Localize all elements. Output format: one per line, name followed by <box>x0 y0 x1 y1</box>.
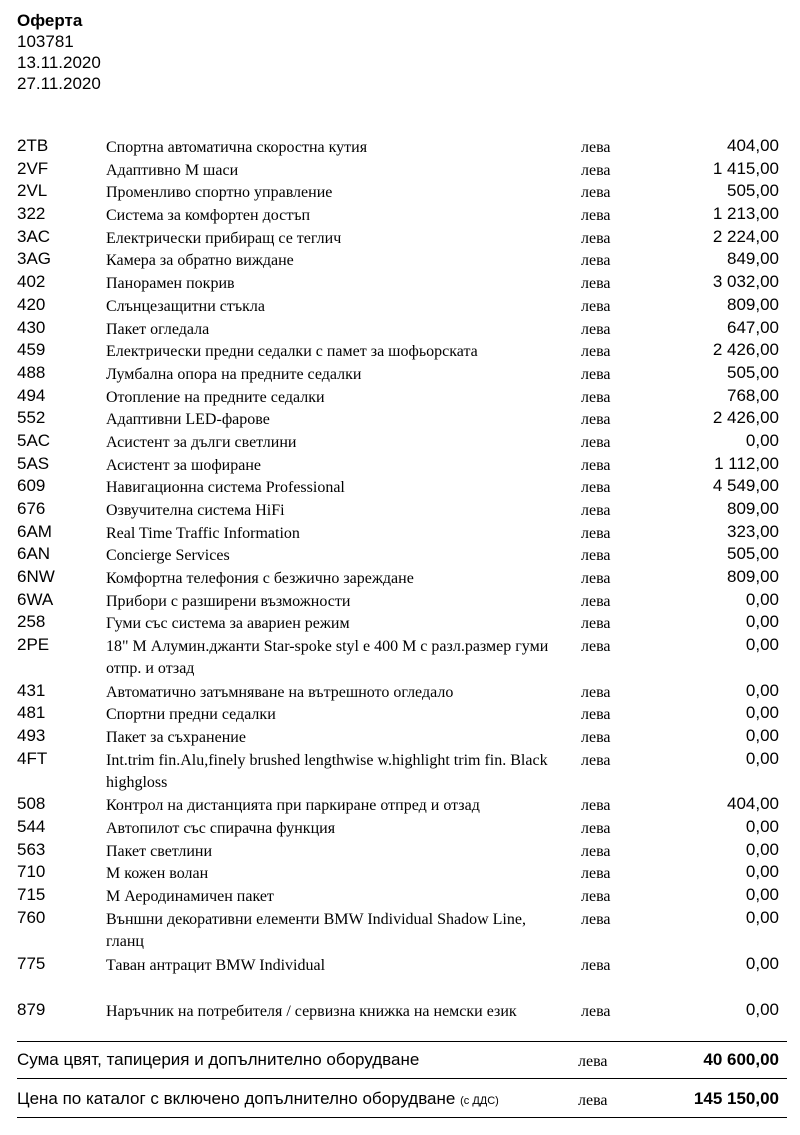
item-amount: 0,00 <box>745 907 779 927</box>
item-amount: 647,00 <box>727 317 779 337</box>
list-item <box>0 180 800 203</box>
sum-amount: 40 600,00 <box>703 1050 779 1069</box>
item-amount: 0,00 <box>745 884 779 904</box>
item-currency: лева <box>581 297 611 315</box>
item-amount: 768,00 <box>727 385 779 405</box>
list-item <box>0 135 800 158</box>
item-currency: лева <box>581 343 611 361</box>
item-currency: лева <box>581 229 611 247</box>
item-code: 322 <box>17 204 46 224</box>
list-item <box>0 453 800 476</box>
item-description: Лумбална опора на предните седалки <box>106 365 362 383</box>
item-currency: лева <box>581 411 611 429</box>
offer-date: 13.11.2020 <box>17 53 101 72</box>
list-item <box>0 226 800 249</box>
item-currency: лева <box>581 910 611 928</box>
item-description: Озвучителна система HiFi <box>106 502 285 519</box>
item-currency: лева <box>581 479 611 497</box>
item-description: Пакет светлини <box>106 842 213 860</box>
item-code: 609 <box>17 476 46 496</box>
item-amount: 404,00 <box>727 794 779 814</box>
offer-number: 103781 <box>17 32 74 51</box>
item-description: Автопилот със спирачна функция <box>106 819 336 837</box>
item-currency: лева <box>581 956 611 974</box>
item-description: Спортна автоматична скоростна кутия <box>106 139 368 156</box>
item-description: Асистент за шофиране <box>106 456 262 474</box>
list-item <box>0 999 800 1022</box>
list-item <box>0 748 800 794</box>
item-description: Таван антрацит BMW Individual <box>106 956 326 974</box>
item-currency: лева <box>581 547 611 565</box>
list-item <box>0 702 800 725</box>
item-code: 6NW <box>17 567 55 587</box>
item-description: Отопление на предните седалки <box>106 388 325 406</box>
item-description: Комфортна телефония с безжично зареждане <box>106 570 414 588</box>
item-code: 258 <box>17 612 46 632</box>
list-item <box>0 816 800 839</box>
item-amount: 0,00 <box>745 862 779 882</box>
item-description: Спортни предни седалки <box>106 706 276 724</box>
list-item <box>0 430 800 453</box>
list-item <box>0 953 800 999</box>
item-description: Наръчник на потребителя / сервизна книжка на немски език <box>106 1002 517 1020</box>
item-code: 5AC <box>17 430 51 450</box>
offer-valid-date: 27.11.2020 <box>17 74 101 93</box>
item-description: Контрол на дистанцията при паркиране отпред и отзад <box>106 797 480 815</box>
list-item <box>0 543 800 566</box>
item-currency: лева <box>581 275 611 293</box>
item-amount: 0,00 <box>745 612 779 632</box>
item-code: 431 <box>17 680 46 700</box>
list-item <box>0 475 800 498</box>
list-item <box>0 158 800 181</box>
item-description: Пакет за съхранение <box>106 729 246 746</box>
list-item <box>0 725 800 748</box>
item-code: 420 <box>17 294 46 314</box>
total-vat-note: (с ДДС) <box>460 1095 499 1107</box>
item-amount: 323,00 <box>727 521 779 541</box>
total-label <box>17 1088 499 1112</box>
list-item <box>0 521 800 544</box>
sum-label: Сума цвят, тапицерия и допълнително оборудване <box>17 1050 420 1069</box>
divider <box>17 1117 787 1118</box>
item-code: 402 <box>17 272 46 292</box>
item-amount: 0,00 <box>745 726 779 745</box>
item-amount: 4 549,00 <box>712 476 779 496</box>
item-currency: лева <box>581 456 611 474</box>
item-amount: 505,00 <box>727 181 779 201</box>
item-amount: 404,00 <box>727 136 779 155</box>
list-item <box>0 407 800 430</box>
item-description: Променливо спортно управление <box>106 184 333 202</box>
item-currency: лева <box>581 751 611 769</box>
list-item <box>0 566 800 589</box>
item-description: Система за комфортен достъп <box>106 207 311 225</box>
item-amount: 0,00 <box>745 703 779 723</box>
total-amount: 145 150,00 <box>693 1089 779 1108</box>
item-amount: 0,00 <box>745 839 779 859</box>
item-currency: лева <box>581 887 611 905</box>
list-item <box>0 339 800 362</box>
list-item <box>0 203 800 226</box>
item-amount: 0,00 <box>745 635 779 655</box>
item-currency: лева <box>581 797 611 815</box>
item-amount: 3 032,00 <box>712 272 779 292</box>
item-currency: лева <box>581 139 611 156</box>
item-code: 481 <box>17 703 46 723</box>
item-currency: лева <box>581 842 611 860</box>
list-item <box>0 907 800 953</box>
item-description: Навигационна система Professional <box>106 479 345 497</box>
item-code: 710 <box>17 862 46 882</box>
item-amount: 2 426,00 <box>712 408 779 428</box>
list-item <box>0 680 800 703</box>
list-item <box>0 385 800 408</box>
item-currency: лева <box>581 683 611 701</box>
item-amount: 809,00 <box>727 499 779 518</box>
item-currency: лева <box>581 184 611 202</box>
item-code: 508 <box>17 794 46 814</box>
item-description: Real Time Traffic Information <box>106 524 300 542</box>
item-code: 775 <box>17 953 46 973</box>
list-item <box>0 861 800 884</box>
item-description: Панорамен покрив <box>106 275 235 293</box>
list-item <box>0 294 800 317</box>
item-description: М кожен волан <box>106 865 209 883</box>
item-description: Пакет огледала <box>106 320 210 338</box>
total-row <box>0 1084 800 1114</box>
item-amount: 0,00 <box>745 430 779 450</box>
item-description: Прибори с разширени възможности <box>106 592 351 610</box>
item-code: 2PE <box>17 635 50 655</box>
list-item <box>0 611 800 634</box>
item-code: 879 <box>17 999 46 1019</box>
item-amount: 1 415,00 <box>712 158 779 178</box>
total-label-text: Цена по каталог с включено допълнително оборудване <box>17 1089 456 1108</box>
item-code: 6AN <box>17 544 51 564</box>
list-item <box>0 248 800 271</box>
item-amount: 2 224,00 <box>712 226 779 246</box>
list-item <box>0 589 800 612</box>
item-currency: лева <box>581 1002 611 1020</box>
item-description: Адаптивни LED-фарове <box>106 411 270 429</box>
list-item <box>0 271 800 294</box>
item-amount: 1 213,00 <box>712 204 779 224</box>
item-description: 18" М Алумин.джанти Star-spoke styl е 400 М с разл.размер гуми отпр. и отзад <box>106 638 549 678</box>
item-code: 760 <box>17 907 46 927</box>
item-code: 563 <box>17 839 46 859</box>
item-code: 6WA <box>17 589 54 609</box>
item-currency: лева <box>581 592 611 610</box>
item-code: 544 <box>17 816 46 836</box>
item-amount: 505,00 <box>727 362 779 382</box>
list-item <box>0 884 800 907</box>
item-code: 2TB <box>17 136 49 155</box>
item-description: Електрически предни седалки с памет за шофьорската <box>106 343 478 361</box>
item-currency: лева <box>581 638 611 656</box>
item-amount: 0,00 <box>745 680 779 700</box>
item-description: Слънцезащитни стъкла <box>106 297 265 315</box>
item-currency: лева <box>581 865 611 883</box>
list-item <box>0 498 800 521</box>
item-currency: лева <box>581 615 611 633</box>
item-amount: 2 426,00 <box>712 340 779 360</box>
item-amount: 0,00 <box>745 816 779 836</box>
equipment-list <box>0 135 800 1021</box>
item-amount: 0,00 <box>745 953 779 973</box>
list-item <box>0 839 800 862</box>
document-title: Оферта <box>17 11 83 30</box>
item-code: 676 <box>17 499 46 518</box>
item-description: Int.trim fin.Alu,finely brushed lengthwise w.highlight trim fin. Black highgloss <box>106 751 548 791</box>
item-currency: лева <box>581 207 611 225</box>
item-code: 2VF <box>17 158 49 178</box>
item-description: Асистент за дълги светлини <box>106 433 297 451</box>
item-description: Камера за обратно виждане <box>106 252 294 270</box>
item-currency: лева <box>581 433 611 451</box>
list-item <box>0 317 800 340</box>
item-code: 488 <box>17 362 46 382</box>
item-code: 494 <box>17 385 46 405</box>
item-amount: 0,00 <box>745 589 779 609</box>
item-code: 6AM <box>17 521 52 541</box>
item-code: 715 <box>17 884 46 904</box>
item-amount: 1 112,00 <box>714 453 779 473</box>
item-code: 3AC <box>17 226 51 246</box>
item-code: 430 <box>17 317 46 337</box>
item-code: 4FT <box>17 748 48 768</box>
item-amount: 0,00 <box>745 748 779 768</box>
item-currency: лева <box>581 706 611 724</box>
list-item <box>0 362 800 385</box>
item-currency: лева <box>581 524 611 542</box>
item-description: Concierge Services <box>106 547 230 565</box>
item-code: 459 <box>17 340 46 360</box>
item-currency: лева <box>581 729 611 746</box>
list-item <box>0 634 800 680</box>
divider <box>17 1041 787 1042</box>
item-amount: 0,00 <box>745 999 779 1019</box>
item-currency: лева <box>581 502 611 519</box>
item-code: 5AS <box>17 453 50 473</box>
item-description: Електрически прибиращ се теглич <box>106 229 342 247</box>
item-description: Гуми със система за авариен режим <box>106 615 350 633</box>
item-amount: 849,00 <box>727 249 779 269</box>
item-description: Автоматично затъмняване на вътрешното огледало <box>106 683 454 701</box>
list-item <box>0 793 800 816</box>
item-currency: лева <box>581 570 611 588</box>
item-currency: лева <box>581 365 611 383</box>
document-header <box>17 10 101 94</box>
item-amount: 809,00 <box>727 567 779 587</box>
item-code: 2VL <box>17 181 48 201</box>
item-description: Адаптивно М шаси <box>106 161 239 179</box>
item-description: М Аеродинамичен пакет <box>106 887 274 905</box>
item-currency: лева <box>581 819 611 837</box>
item-currency: лева <box>581 320 611 338</box>
sum-currency: лева <box>578 1053 608 1070</box>
item-amount: 809,00 <box>727 294 779 314</box>
item-code: 552 <box>17 408 46 428</box>
item-code: 3AG <box>17 249 52 269</box>
item-currency: лева <box>581 252 611 270</box>
item-currency: лева <box>581 388 611 406</box>
item-currency: лева <box>581 161 611 179</box>
item-description: Външни декоративни елементи BMW Individual Shadow Line, гланц <box>106 910 526 950</box>
total-currency: лева <box>578 1092 608 1109</box>
sum-row <box>0 1045 800 1075</box>
divider <box>17 1078 787 1079</box>
item-code: 493 <box>17 726 46 745</box>
item-amount: 505,00 <box>727 544 779 564</box>
